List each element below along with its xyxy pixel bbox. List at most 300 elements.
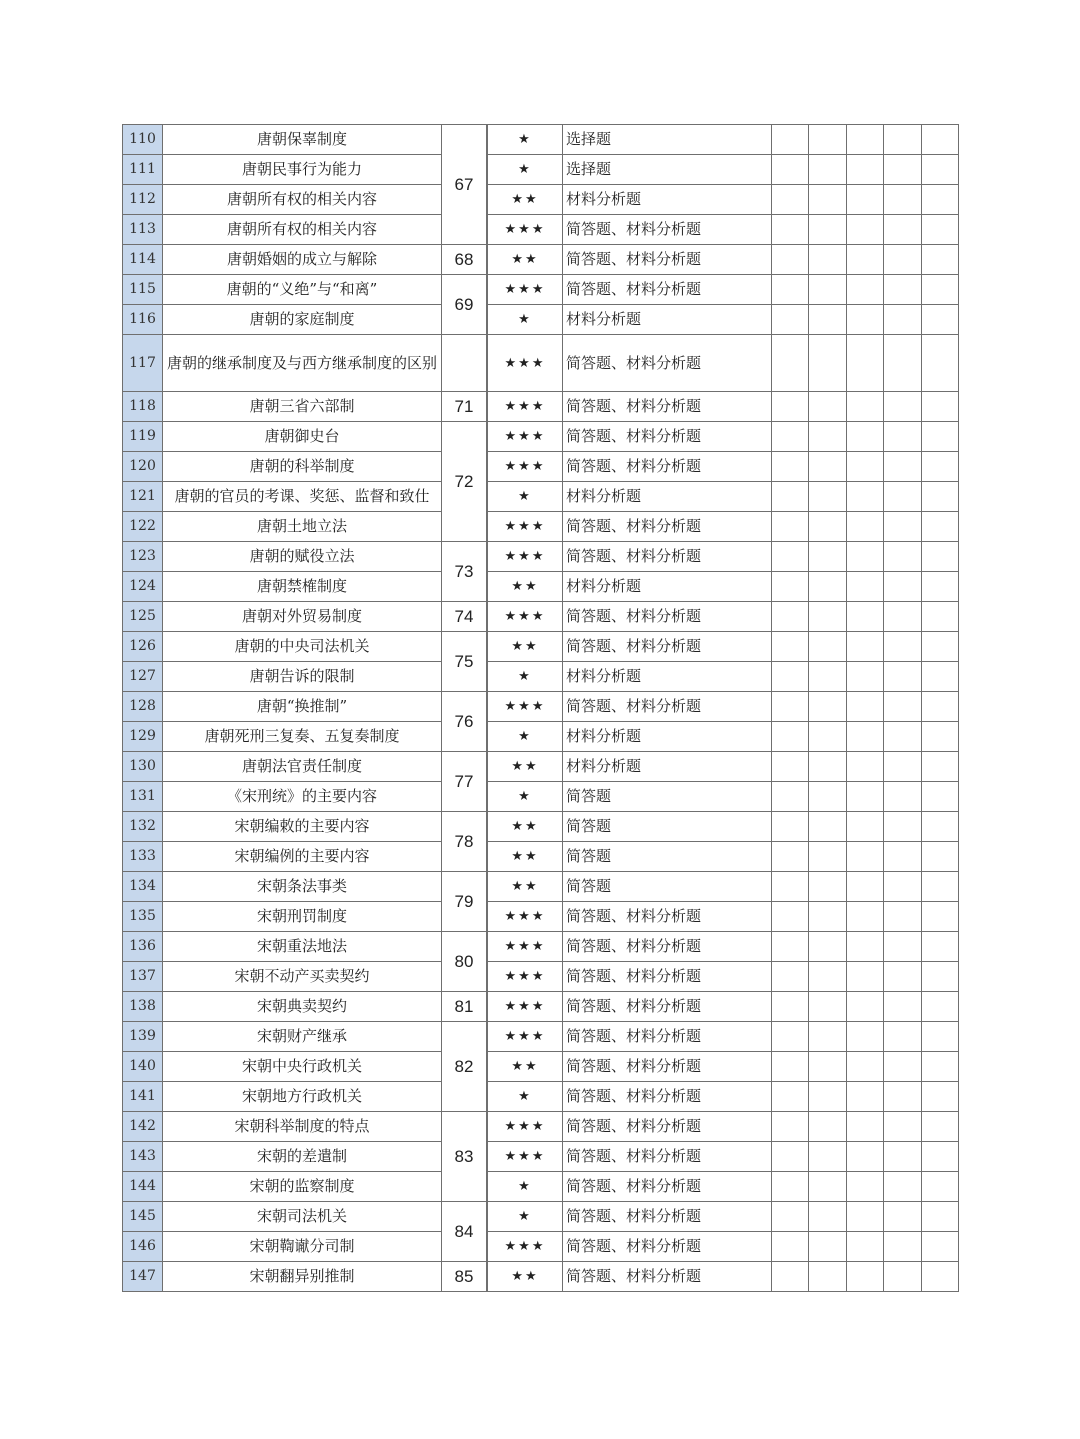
- topic-cell: 宋朝翻异别推制: [163, 1262, 442, 1292]
- topic-cell: 唐朝的官员的考课、奖惩、监督和致仕: [163, 482, 442, 512]
- page-number-cell: 76: [442, 692, 487, 752]
- question-type-cell: 简答题、材料分析题: [563, 422, 772, 452]
- table-row: [123, 422, 959, 452]
- topic-cell: 唐朝保辜制度: [163, 125, 442, 155]
- table-row: [123, 155, 959, 185]
- importance-stars: ★: [488, 125, 563, 155]
- importance-stars: ★★: [488, 812, 563, 842]
- topic-cell: 唐朝的赋役立法: [163, 542, 442, 572]
- row-number: 144: [123, 1172, 163, 1202]
- question-type-cell: 材料分析题: [563, 305, 772, 335]
- checkbox-cell: [884, 1142, 922, 1172]
- checkbox-cell: [884, 542, 922, 572]
- checkbox-cell: [922, 1262, 959, 1292]
- checkbox-cell: [922, 962, 959, 992]
- checkbox-cell: [772, 392, 809, 422]
- checkbox-cell: [922, 542, 959, 572]
- importance-stars: ★★★: [488, 422, 563, 452]
- importance-stars: ★★★: [488, 962, 563, 992]
- row-number: 126: [123, 632, 163, 662]
- checkbox-cell: [847, 482, 884, 512]
- checkbox-cell: [772, 185, 809, 215]
- checkbox-cell: [922, 602, 959, 632]
- row-number: 129: [123, 722, 163, 752]
- table-row: [123, 215, 959, 245]
- checkbox-cell: [809, 632, 847, 662]
- row-number: 128: [123, 692, 163, 722]
- page-number-cell: 75: [442, 632, 487, 692]
- checkbox-cell: [847, 512, 884, 542]
- importance-stars: ★★: [488, 632, 563, 662]
- importance-stars: ★★★: [488, 512, 563, 542]
- question-type-cell: 简答题、材料分析题: [563, 512, 772, 542]
- checkbox-cell: [884, 215, 922, 245]
- row-number: 146: [123, 1232, 163, 1262]
- checkbox-cell: [847, 662, 884, 692]
- checkbox-cell: [884, 992, 922, 1022]
- row-number: 131: [123, 782, 163, 812]
- importance-stars: ★★: [488, 1262, 563, 1292]
- topic-cell: 宋朝编例的主要内容: [163, 842, 442, 872]
- checkbox-cell: [922, 1022, 959, 1052]
- topic-cell: 唐朝所有权的相关内容: [163, 215, 442, 245]
- table-row: [123, 602, 959, 632]
- checkbox-cell: [922, 842, 959, 872]
- table-row: [123, 1052, 959, 1082]
- checkbox-cell: [847, 422, 884, 452]
- row-number: 110: [123, 125, 163, 155]
- question-type-cell: 简答题: [563, 842, 772, 872]
- checkbox-cell: [847, 572, 884, 602]
- checkbox-cell: [809, 1052, 847, 1082]
- table-row: [123, 782, 959, 812]
- question-type-cell: 简答题、材料分析题: [563, 542, 772, 572]
- checkbox-cell: [809, 155, 847, 185]
- checkbox-cell: [847, 1112, 884, 1142]
- checkbox-cell: [884, 305, 922, 335]
- checkbox-cell: [847, 452, 884, 482]
- topic-cell: 宋朝编敕的主要内容: [163, 812, 442, 842]
- checkbox-cell: [772, 1022, 809, 1052]
- checkbox-cell: [922, 1232, 959, 1262]
- checkbox-cell: [772, 1112, 809, 1142]
- checkbox-cell: [884, 812, 922, 842]
- row-number: 120: [123, 452, 163, 482]
- page-number-cell: 74: [442, 602, 487, 632]
- checkbox-cell: [847, 335, 884, 392]
- checkbox-cell: [847, 155, 884, 185]
- checkbox-cell: [847, 932, 884, 962]
- checkbox-cell: [809, 1082, 847, 1112]
- topic-cell: 唐朝的家庭制度: [163, 305, 442, 335]
- table-row: [123, 392, 959, 422]
- checkbox-cell: [809, 512, 847, 542]
- checkbox-cell: [772, 992, 809, 1022]
- checkbox-cell: [922, 215, 959, 245]
- checkbox-cell: [809, 482, 847, 512]
- topic-cell: 唐朝所有权的相关内容: [163, 185, 442, 215]
- topic-cell: 唐朝三省六部制: [163, 392, 442, 422]
- topic-cell: 唐朝土地立法: [163, 512, 442, 542]
- checkbox-cell: [847, 275, 884, 305]
- table-row: [123, 722, 959, 752]
- checkbox-cell: [922, 662, 959, 692]
- checkbox-cell: [922, 482, 959, 512]
- checkbox-cell: [884, 452, 922, 482]
- checkbox-cell: [884, 632, 922, 662]
- question-type-cell: 简答题、材料分析题: [563, 392, 772, 422]
- knowledge-point-table: [122, 124, 959, 1292]
- question-type-cell: 简答题、材料分析题: [563, 992, 772, 1022]
- checkbox-cell: [884, 602, 922, 632]
- checkbox-cell: [809, 392, 847, 422]
- checkbox-cell: [809, 962, 847, 992]
- checkbox-cell: [809, 1262, 847, 1292]
- checkbox-cell: [884, 335, 922, 392]
- table-row: [123, 662, 959, 692]
- topic-cell: 宋朝科举制度的特点: [163, 1112, 442, 1142]
- checkbox-cell: [809, 752, 847, 782]
- topic-cell: 唐朝“换推制”: [163, 692, 442, 722]
- checkbox-cell: [809, 812, 847, 842]
- table-row: [123, 902, 959, 932]
- importance-stars: ★★★: [488, 1022, 563, 1052]
- importance-stars: ★★★: [488, 1142, 563, 1172]
- row-number: 118: [123, 392, 163, 422]
- topic-cell: 宋朝财产继承: [163, 1022, 442, 1052]
- checkbox-cell: [772, 752, 809, 782]
- row-number: 147: [123, 1262, 163, 1292]
- table-row: [123, 185, 959, 215]
- importance-stars: ★★★: [488, 215, 563, 245]
- importance-stars: ★★★: [488, 1232, 563, 1262]
- row-number: 134: [123, 872, 163, 902]
- row-number: 145: [123, 1202, 163, 1232]
- checkbox-cell: [922, 902, 959, 932]
- checkbox-cell: [847, 1232, 884, 1262]
- table-row: [123, 632, 959, 662]
- table-row: [123, 1082, 959, 1112]
- topic-cell: 唐朝死刑三复奏、五复奏制度: [163, 722, 442, 752]
- topic-cell: 唐朝的“义绝”与“和离”: [163, 275, 442, 305]
- checkbox-cell: [809, 1022, 847, 1052]
- topic-cell: 宋朝地方行政机关: [163, 1082, 442, 1112]
- question-type-cell: 简答题、材料分析题: [563, 1112, 772, 1142]
- question-type-cell: 材料分析题: [563, 572, 772, 602]
- row-number: 125: [123, 602, 163, 632]
- checkbox-cell: [809, 335, 847, 392]
- question-type-cell: 简答题、材料分析题: [563, 1232, 772, 1262]
- page-number-cell: 72: [442, 422, 487, 542]
- importance-stars: ★★★: [488, 932, 563, 962]
- question-type-cell: 简答题、材料分析题: [563, 1262, 772, 1292]
- checkbox-cell: [772, 602, 809, 632]
- checkbox-cell: [809, 992, 847, 1022]
- row-number: 137: [123, 962, 163, 992]
- checkbox-cell: [847, 125, 884, 155]
- question-type-cell: 简答题、材料分析题: [563, 275, 772, 305]
- checkbox-cell: [847, 185, 884, 215]
- checkbox-cell: [809, 722, 847, 752]
- topic-cell: 唐朝民事行为能力: [163, 155, 442, 185]
- checkbox-cell: [922, 305, 959, 335]
- checkbox-cell: [809, 1232, 847, 1262]
- checkbox-cell: [772, 842, 809, 872]
- checkbox-cell: [847, 305, 884, 335]
- checkbox-cell: [922, 992, 959, 1022]
- checkbox-cell: [884, 902, 922, 932]
- checkbox-cell: [772, 452, 809, 482]
- checkbox-cell: [884, 155, 922, 185]
- checkbox-cell: [809, 305, 847, 335]
- checkbox-cell: [847, 902, 884, 932]
- checkbox-cell: [847, 1202, 884, 1232]
- topic-cell: 宋朝不动产买卖契约: [163, 962, 442, 992]
- importance-stars: ★★★: [488, 902, 563, 932]
- importance-stars: ★★: [488, 572, 563, 602]
- importance-stars: ★: [488, 662, 563, 692]
- topic-cell: 宋朝司法机关: [163, 1202, 442, 1232]
- checkbox-cell: [772, 662, 809, 692]
- page-number-cell: [442, 335, 487, 392]
- row-number: 112: [123, 185, 163, 215]
- checkbox-cell: [922, 275, 959, 305]
- checkbox-cell: [772, 932, 809, 962]
- importance-stars: ★★: [488, 245, 563, 275]
- table-row: [123, 275, 959, 305]
- checkbox-cell: [847, 1082, 884, 1112]
- page-number-cell: 82: [442, 1022, 487, 1112]
- checkbox-cell: [884, 722, 922, 752]
- checkbox-cell: [847, 542, 884, 572]
- page-number-cell: 80: [442, 932, 487, 992]
- checkbox-cell: [772, 632, 809, 662]
- table-row: [123, 1022, 959, 1052]
- checkbox-cell: [772, 782, 809, 812]
- topic-cell: 宋朝的监察制度: [163, 1172, 442, 1202]
- checkbox-cell: [772, 1052, 809, 1082]
- checkbox-cell: [772, 512, 809, 542]
- row-number: 115: [123, 275, 163, 305]
- question-type-cell: 简答题、材料分析题: [563, 1142, 772, 1172]
- row-number: 116: [123, 305, 163, 335]
- checkbox-cell: [809, 932, 847, 962]
- checkbox-cell: [772, 215, 809, 245]
- question-type-cell: 简答题、材料分析题: [563, 452, 772, 482]
- question-type-cell: 简答题、材料分析题: [563, 245, 772, 275]
- checkbox-cell: [772, 1232, 809, 1262]
- checkbox-cell: [772, 245, 809, 275]
- checkbox-cell: [884, 1262, 922, 1292]
- row-number: 114: [123, 245, 163, 275]
- checkbox-cell: [847, 692, 884, 722]
- checkbox-cell: [884, 1202, 922, 1232]
- checkbox-cell: [809, 692, 847, 722]
- topic-cell: 宋朝条法事类: [163, 872, 442, 902]
- checkbox-cell: [847, 1052, 884, 1082]
- question-type-cell: 简答题、材料分析题: [563, 1082, 772, 1112]
- question-type-cell: 简答题、材料分析题: [563, 215, 772, 245]
- table-row: [123, 992, 959, 1022]
- importance-stars: ★★★: [488, 692, 563, 722]
- question-type-cell: 简答题、材料分析题: [563, 902, 772, 932]
- topic-cell: 唐朝婚姻的成立与解除: [163, 245, 442, 275]
- question-type-cell: 材料分析题: [563, 752, 772, 782]
- row-number: 135: [123, 902, 163, 932]
- checkbox-cell: [922, 722, 959, 752]
- checkbox-cell: [922, 1082, 959, 1112]
- question-type-cell: 简答题: [563, 812, 772, 842]
- row-number: 117: [123, 335, 163, 392]
- table-row: [123, 1232, 959, 1262]
- checkbox-cell: [922, 125, 959, 155]
- table-row: [123, 1202, 959, 1232]
- importance-stars: ★★★: [488, 602, 563, 632]
- row-number: 119: [123, 422, 163, 452]
- table-row: [123, 572, 959, 602]
- checkbox-cell: [772, 872, 809, 902]
- checkbox-cell: [847, 1172, 884, 1202]
- importance-stars: ★: [488, 1202, 563, 1232]
- question-type-cell: 简答题、材料分析题: [563, 932, 772, 962]
- topic-cell: 唐朝的中央司法机关: [163, 632, 442, 662]
- checkbox-cell: [772, 902, 809, 932]
- row-number: 124: [123, 572, 163, 602]
- importance-stars: ★★★: [488, 335, 563, 392]
- checkbox-cell: [922, 335, 959, 392]
- table-row: [123, 305, 959, 335]
- checkbox-cell: [884, 662, 922, 692]
- importance-stars: ★: [488, 1172, 563, 1202]
- checkbox-cell: [809, 245, 847, 275]
- checkbox-cell: [884, 572, 922, 602]
- checkbox-cell: [922, 422, 959, 452]
- checkbox-cell: [884, 1172, 922, 1202]
- checkbox-cell: [772, 1202, 809, 1232]
- checkbox-cell: [772, 542, 809, 572]
- checkbox-cell: [884, 1022, 922, 1052]
- checkbox-cell: [809, 1172, 847, 1202]
- question-type-cell: 简答题、材料分析题: [563, 335, 772, 392]
- page-number-cell: 68: [442, 245, 487, 275]
- row-number: 111: [123, 155, 163, 185]
- checkbox-cell: [772, 155, 809, 185]
- row-number: 140: [123, 1052, 163, 1082]
- checkbox-cell: [772, 335, 809, 392]
- topic-cell: 唐朝对外贸易制度: [163, 602, 442, 632]
- question-type-cell: 简答题、材料分析题: [563, 1022, 772, 1052]
- importance-stars: ★: [488, 155, 563, 185]
- table-row: [123, 872, 959, 902]
- checkbox-cell: [922, 932, 959, 962]
- topic-cell: 宋朝刑罚制度: [163, 902, 442, 932]
- importance-stars: ★: [488, 1082, 563, 1112]
- checkbox-cell: [884, 422, 922, 452]
- checkbox-cell: [922, 872, 959, 902]
- checkbox-cell: [772, 275, 809, 305]
- importance-stars: ★: [488, 782, 563, 812]
- checkbox-cell: [772, 1082, 809, 1112]
- importance-stars: ★: [488, 305, 563, 335]
- checkbox-cell: [809, 422, 847, 452]
- importance-stars: ★★: [488, 872, 563, 902]
- checkbox-cell: [884, 842, 922, 872]
- checkbox-cell: [809, 215, 847, 245]
- topic-cell: 唐朝御史台: [163, 422, 442, 452]
- checkbox-cell: [809, 872, 847, 902]
- table-row: [123, 245, 959, 275]
- importance-stars: ★★★: [488, 392, 563, 422]
- row-number: 136: [123, 932, 163, 962]
- checkbox-cell: [847, 992, 884, 1022]
- checkbox-cell: [772, 572, 809, 602]
- topic-cell: 宋朝重法地法: [163, 932, 442, 962]
- checkbox-cell: [772, 812, 809, 842]
- question-type-cell: 简答题、材料分析题: [563, 962, 772, 992]
- table-row: [123, 335, 959, 392]
- checkbox-cell: [772, 1262, 809, 1292]
- topic-cell: 唐朝的继承制度及与西方继承制度的区别: [163, 335, 442, 392]
- topic-cell: 宋朝鞫谳分司制: [163, 1232, 442, 1262]
- topic-cell: 唐朝的科举制度: [163, 452, 442, 482]
- row-number: 123: [123, 542, 163, 572]
- topic-cell: 唐朝禁榷制度: [163, 572, 442, 602]
- question-type-cell: 选择题: [563, 155, 772, 185]
- checkbox-cell: [922, 692, 959, 722]
- checkbox-cell: [884, 275, 922, 305]
- checkbox-cell: [847, 1142, 884, 1172]
- row-number: 138: [123, 992, 163, 1022]
- question-type-cell: 简答题、材料分析题: [563, 1172, 772, 1202]
- checkbox-cell: [884, 1112, 922, 1142]
- checkbox-cell: [884, 482, 922, 512]
- checkbox-cell: [922, 1112, 959, 1142]
- importance-stars: ★★★: [488, 542, 563, 572]
- page-number-cell: 85: [442, 1262, 487, 1292]
- checkbox-cell: [922, 1052, 959, 1082]
- table-row: [123, 752, 959, 782]
- checkbox-cell: [847, 245, 884, 275]
- page-number-cell: 83: [442, 1112, 487, 1202]
- topic-cell: 宋朝中央行政机关: [163, 1052, 442, 1082]
- checkbox-cell: [884, 392, 922, 422]
- checkbox-cell: [847, 752, 884, 782]
- page-number-cell: 67: [442, 125, 487, 245]
- checkbox-cell: [809, 1202, 847, 1232]
- page-number-cell: 77: [442, 752, 487, 812]
- question-type-cell: 简答题: [563, 872, 772, 902]
- table-body: [123, 125, 959, 1292]
- checkbox-cell: [922, 1202, 959, 1232]
- checkbox-cell: [884, 512, 922, 542]
- checkbox-cell: [884, 245, 922, 275]
- row-number: 143: [123, 1142, 163, 1172]
- importance-stars: ★★: [488, 185, 563, 215]
- checkbox-cell: [884, 962, 922, 992]
- checkbox-cell: [809, 275, 847, 305]
- importance-stars: ★★: [488, 842, 563, 872]
- table-row: [123, 1142, 959, 1172]
- question-type-cell: 简答题、材料分析题: [563, 1052, 772, 1082]
- table-row: [123, 692, 959, 722]
- checkbox-cell: [809, 572, 847, 602]
- table-row: [123, 1262, 959, 1292]
- question-type-cell: 简答题、材料分析题: [563, 632, 772, 662]
- question-type-cell: 选择题: [563, 125, 772, 155]
- row-number: 139: [123, 1022, 163, 1052]
- topic-cell: 《宋刑统》的主要内容: [163, 782, 442, 812]
- question-type-cell: 材料分析题: [563, 662, 772, 692]
